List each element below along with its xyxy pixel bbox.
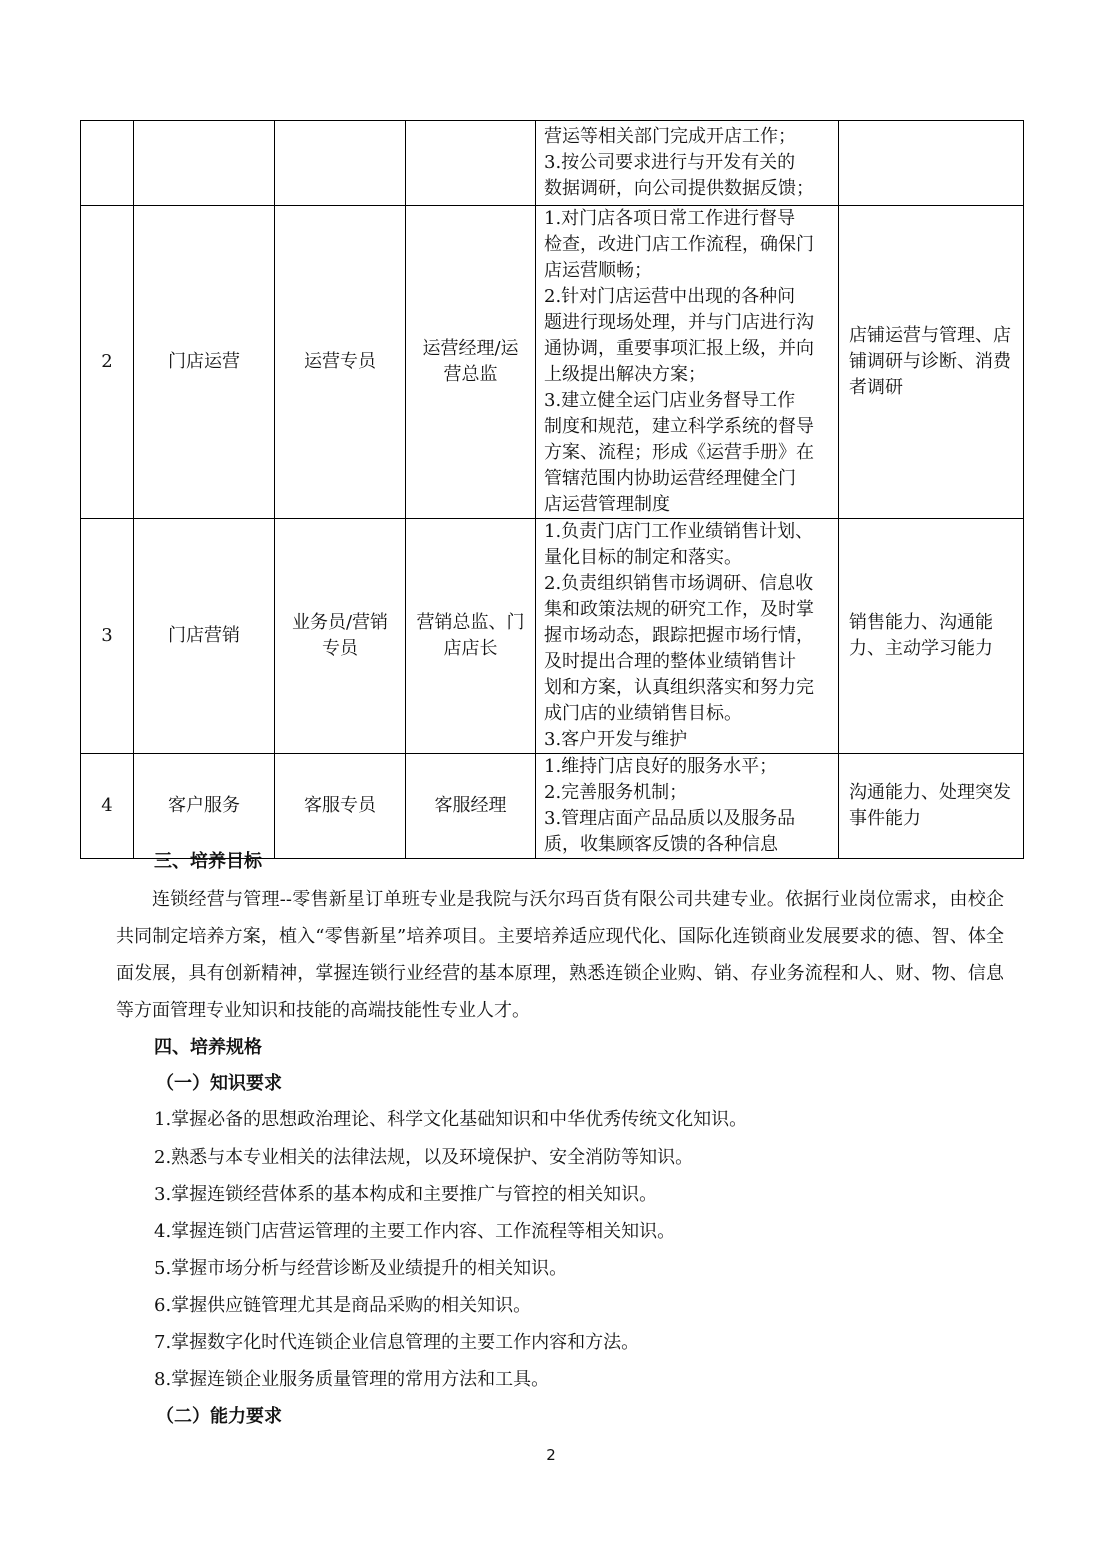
cell-promotion: 营销总监、门店店长 — [406, 519, 536, 754]
cell-duties — [536, 121, 839, 206]
subheading-knowledge: （一）知识要求 — [156, 1073, 282, 1094]
cell-ability: 店铺运营与管理、店铺调研与诊断、消费者调研 — [839, 206, 1024, 519]
duty-line: 制度和规范，建立科学系统的督导 — [544, 416, 814, 437]
duty-line: 题进行现场处理，并与门店进行沟 — [544, 312, 814, 333]
table-row — [81, 519, 1024, 754]
duty-line: 数据调研，向公司提供数据反馈； — [544, 178, 814, 199]
duty-line: 3.按公司要求进行与开发有关的 — [544, 152, 796, 173]
duty-line: 3.建立健全运门店业务督导工作 — [544, 390, 796, 411]
duty-line: 营运等相关部门完成开店工作； — [544, 126, 796, 147]
duty-line: 上级提出解决方案； — [544, 364, 706, 385]
cell-role: 运营专员 — [275, 206, 406, 519]
cell-ability — [839, 121, 1024, 206]
duty-line: 3.客户开发与维护 — [544, 729, 688, 750]
section-heading-training-goal: 三、培养目标 — [154, 851, 262, 872]
duty-line: 握市场动态，跟踪把握市场行情， — [544, 625, 814, 646]
duty-line: 1.负责门店门工作业绩销售计划、 — [544, 521, 814, 542]
duty-line: 3.管理店面产品品质以及服务品 — [544, 808, 796, 829]
duty-line: 管辖范围内协助运营经理健全门 — [544, 468, 796, 489]
page-number: 2 — [546, 1446, 556, 1464]
cell-position: 门店运营 — [134, 206, 275, 519]
knowledge-item: 8.掌握连锁企业服务质量管理的常用方法和工具。 — [154, 1369, 550, 1390]
duty-line: 1.对门店各项日常工作进行督导 — [544, 208, 796, 229]
duty-line: 方案、流程；形成《运营手册》在 — [544, 442, 814, 463]
cell-promotion — [406, 121, 536, 206]
cell-duties — [536, 754, 839, 859]
cell-promotion: 客服经理 — [406, 754, 536, 859]
table-row — [81, 754, 1024, 859]
cell-duties — [536, 206, 839, 519]
cell-no — [81, 121, 134, 206]
duty-line: 成门店的业绩销售目标。 — [544, 703, 742, 724]
cell-duties — [536, 519, 839, 754]
cell-promotion: 运营经理/运营总监 — [406, 206, 536, 519]
job-position-table — [80, 120, 1024, 859]
cell-role: 客服专员 — [275, 754, 406, 859]
cell-no: 3 — [81, 519, 134, 754]
cell-role: 业务员/营销专员 — [275, 519, 406, 754]
duty-line: 划和方案，认真组织落实和努力完 — [544, 677, 814, 698]
cell-position: 门店营销 — [134, 519, 275, 754]
duty-line: 量化目标的制定和落实。 — [544, 547, 742, 568]
duty-line: 2.针对门店运营中出现的各种问 — [544, 286, 796, 307]
table-row — [81, 206, 1024, 519]
cell-role — [275, 121, 406, 206]
duty-line: 2.负责组织销售市场调研、信息收 — [544, 573, 814, 594]
knowledge-item: 3.掌握连锁经营体系的基本构成和主要推广与管控的相关知识。 — [154, 1184, 658, 1205]
knowledge-item: 2.熟悉与本专业相关的法律法规，以及环境保护、安全消防等知识。 — [154, 1147, 694, 1168]
section-heading-training-spec: 四、培养规格 — [154, 1037, 262, 1058]
cell-no: 2 — [81, 206, 134, 519]
duty-line: 集和政策法规的研究工作，及时掌 — [544, 599, 814, 620]
cell-ability: 销售能力、沟通能力、主动学习能力 — [839, 519, 1024, 754]
cell-ability: 沟通能力、处理突发事件能力 — [839, 754, 1024, 859]
table-row-continued — [81, 121, 1024, 206]
training-goal-paragraph: 连锁经营与管理--零售新星订单班专业是我院与沃尔玛百货有限公司共建专业。依据行业岗位需求，由校企共同制定培养方案，植入“零售新星”培养项目。主要培养适应现代化、国际化连锁商业发展要求的德、智、体全面发展，具有创新精神，掌握连锁行业经营的基本原理，熟悉连锁企业购、销、存业务流程和人、财、物、信息等方面管理专业知识和技能的高端技能性专业人才。 — [116, 889, 1004, 1021]
subheading-ability: （二）能力要求 — [156, 1406, 282, 1427]
knowledge-item: 1.掌握必备的思想政治理论、科学文化基础知识和中华优秀传统文化知识。 — [154, 1109, 748, 1130]
duty-line: 店运营顺畅； — [544, 260, 652, 281]
knowledge-item: 5.掌握市场分析与经营诊断及业绩提升的相关知识。 — [154, 1258, 568, 1279]
knowledge-item: 6.掌握供应链管理尤其是商品采购的相关知识。 — [154, 1295, 532, 1316]
knowledge-item: 4.掌握连锁门店营运管理的主要工作内容、工作流程等相关知识。 — [154, 1221, 676, 1242]
knowledge-item: 7.掌握数字化时代连锁企业信息管理的主要工作内容和方法。 — [154, 1332, 640, 1353]
duty-line: 通协调，重要事项汇报上级，并向 — [544, 338, 814, 359]
duty-line: 店运营管理制度 — [544, 494, 670, 515]
cell-position — [134, 121, 275, 206]
duty-line: 2.完善服务机制； — [544, 782, 688, 803]
duty-line: 检查，改进门店工作流程，确保门 — [544, 234, 814, 255]
cell-no: 4 — [81, 754, 134, 859]
duty-line: 1.维持门店良好的服务水平； — [544, 756, 778, 777]
cell-position: 客户服务 — [134, 754, 275, 859]
duty-line: 及时提出合理的整体业绩销售计 — [544, 651, 796, 672]
duty-line: 质，收集顾客反馈的各种信息 — [544, 834, 778, 855]
